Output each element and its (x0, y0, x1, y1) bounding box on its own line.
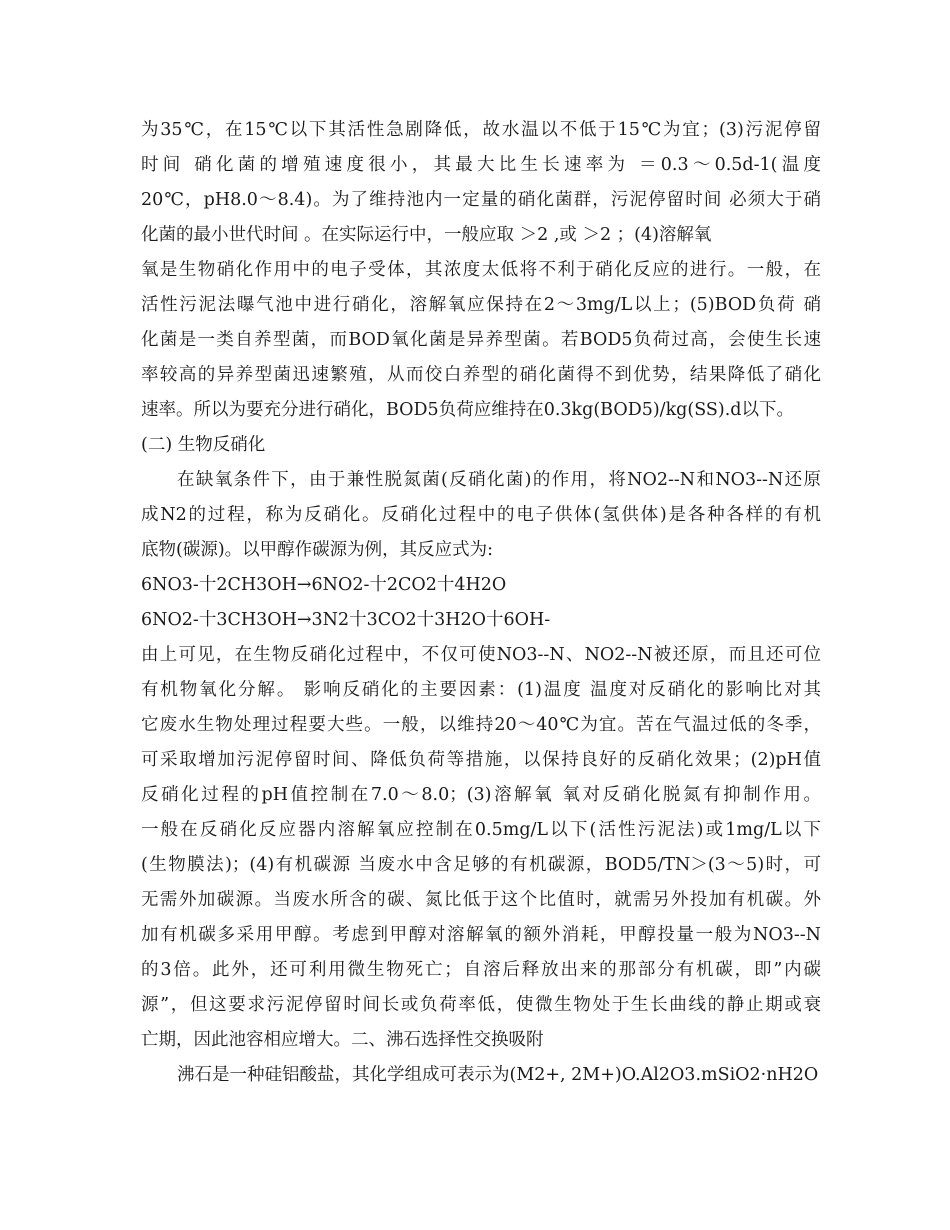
text-line: 速率。所以为要充分进行硝化，BOD5负荷应维持在0.3kg(BOD5)/kg(SS).d以下。 (141, 400, 794, 420)
text-line: (生物膜法)；(4)有机碳源 当废水中含足够的有机碳源，BOD5/TN＞(3～5)时，可 (141, 855, 821, 875)
equation-line: 6NO3-十2CH3OH→6NO2-十2CO2十4H2O (141, 575, 507, 595)
text-line: 它废水生物处理过程要大些。一般，以维持20～40℃为宜。苦在气温过低的冬季， (141, 715, 821, 735)
text-line: 化菌的最小世代时间 。在实际运行中，一般应取 ＞2 ,或 ＞2 ；(4)溶解氧 (141, 225, 712, 245)
text-line: 由上可见，在生物反硝化过程中，不仅可使NO3--N、NO2--N被还原，而且还可位 (141, 645, 821, 665)
section-heading: (二) 生物反硝化 (141, 435, 266, 455)
text-line: 成N2的过程，称为反硝化。反硝化过程中的电子供体(氢供体)是各种各样的有机 (141, 505, 821, 525)
text-line: 有机物氧化分解。 影响反硝化的主要因素：(1)温度 温度对反硝化的影响比对其 (141, 680, 821, 700)
equation-line: 6NO2-十3CH3OH→3N2十3CO2十3H2O十6OH- (141, 610, 551, 630)
text-line: 加有机碳多采用甲醇。考虑到甲醇对溶解氧的额外消耗，甲醇投量一般为NO3--N (141, 925, 821, 945)
text-line: 时间 硝化菌的增殖速度很小，其最大比生长速率为 ＝0.3～0.5d-1(温度 (141, 155, 821, 175)
paragraph-first-line: 沸石是一种硅铝酸盐，其化学组成可表示为(M2+, 2M+)O.Al2O3.mSiO2·nH2O (177, 1065, 819, 1085)
text-line: 为35℃，在15℃以下其活性急剧降低，故水温以不低于15℃为宜；(3)污泥停留 (141, 120, 821, 140)
text-line: 源”，但这要求污泥停留时间长或负荷率低，使微生物处于生长曲线的静止期或衰 (141, 995, 821, 1015)
paragraph-first-line: 在缺氧条件下，由于兼性脱氮菌(反硝化菌)的作用，将NO2--N和NO3--N还原 (177, 470, 821, 490)
text-line: 20℃，pH8.0～8.4)。为了维持池内一定量的硝化菌群，污泥停留时间 必须大于硝 (141, 190, 821, 210)
text-line: 的3倍。此外，还可利用微生物死亡；自溶后释放出来的那部分有机碳，即”内碳 (141, 960, 821, 980)
text-line: 反硝化过程的pH值控制在7.0～8.0；(3)溶解氧 氧对反硝化脱氮有抑制作用。 (141, 785, 821, 805)
text-line: 氧是生物硝化作用中的电子受体，其浓度太低将不利于硝化反应的进行。一般，在 (141, 260, 821, 280)
text-line: 一般在反硝化反应器内溶解氧应控制在0.5mg/L以下(活性污泥法)或1mg/L以下 (141, 820, 821, 840)
text-line: 率较高的异养型菌迅速繁殖，从而佼白养型的硝化菌得不到优势，结果降低了硝化 (141, 365, 821, 385)
text-line: 底物(碳源)。以甲醇作碳源为例，其反应式为: (141, 540, 494, 560)
text-line: 无需外加碳源。当废水所含的碳、氮比低于这个比值时，就需另外投加有机碳。外 (141, 890, 821, 910)
text-line: 亡期，因此池容相应增大。二、沸石选择性交换吸附 (141, 1030, 544, 1050)
text-line: 可采取增加污泥停留时间、降低负荷等措施，以保持良好的反硝化效果；(2)pH值 (141, 750, 821, 770)
text-line: 化菌是一类自养型菌，而BOD氧化菌是异养型菌。若BOD5负荷过高，会使生长速 (141, 330, 821, 350)
text-line: 活性污泥法曝气池中进行硝化，溶解氧应保持在2～3mg/L以上；(5)BOD负荷 硝 (141, 295, 821, 315)
